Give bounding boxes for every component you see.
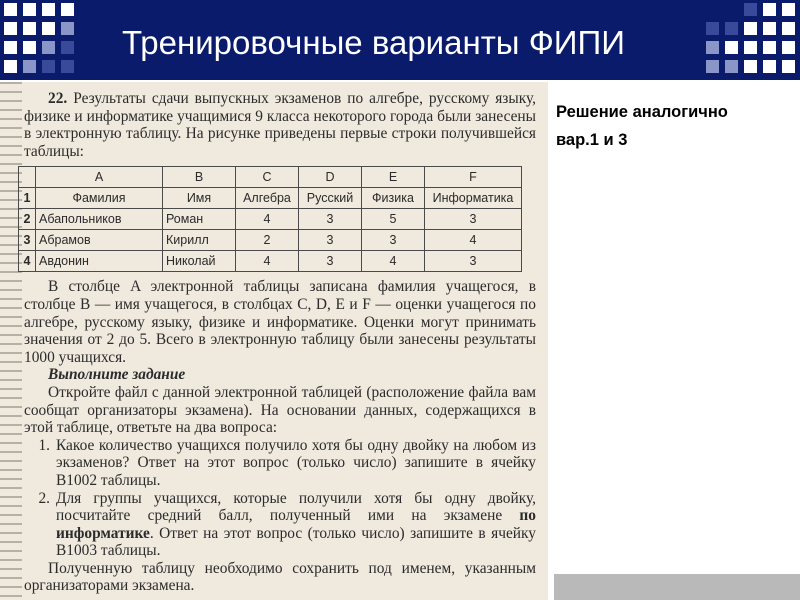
table-cell: 4 xyxy=(236,209,299,230)
table-cell: 4 xyxy=(362,251,425,272)
table-cell: Алгебра xyxy=(236,188,299,209)
solution-note-line: вар.1 и 3 xyxy=(556,131,628,149)
table-cell: 3 xyxy=(362,230,425,251)
task-number: 22. xyxy=(48,90,68,107)
task-intro-text: Результаты сдачи выпускных экзаменов по алгебре, русскому языку, физике и информатике учащимися 9 класса некоторого города были занесены в электронную таблицу. На рисунке приведены первые строки получившейся таблицы: xyxy=(24,90,536,160)
decorative-square xyxy=(61,22,74,35)
table-cell: Фамилия xyxy=(36,188,163,209)
decorative-square xyxy=(782,41,795,54)
corner-cell xyxy=(19,167,36,188)
row-number: 4 xyxy=(19,251,36,272)
slide-header xyxy=(0,0,800,80)
table-cell: 3 xyxy=(299,251,362,272)
question-emphasis: по информатике xyxy=(56,507,536,542)
decorative-square xyxy=(744,3,757,16)
column-letter-row xyxy=(19,167,522,188)
table-cell: 3 xyxy=(299,230,362,251)
decorative-square xyxy=(744,22,757,35)
decorative-square xyxy=(42,60,55,73)
table-cell: 4 xyxy=(236,251,299,272)
decorative-square xyxy=(782,60,795,73)
slide-title: Тренировочные варианты ФИПИ xyxy=(122,24,625,61)
decorative-square xyxy=(763,22,776,35)
decorative-square xyxy=(42,41,55,54)
table-cell: Имя xyxy=(163,188,236,209)
row-number: 1 xyxy=(19,188,36,209)
decorative-square xyxy=(725,22,738,35)
question-text: Какое количество учащихся получило хотя бы одну двойку на любом из экзаменов? Ответ на этот вопрос (только число) запишите в ячейку B1002 таблицы. xyxy=(56,436,536,489)
task-text xyxy=(24,90,536,595)
task-intro xyxy=(24,90,536,160)
table-cell: Абрамов xyxy=(36,230,163,251)
decorative-square xyxy=(42,3,55,16)
decorative-square xyxy=(744,41,757,54)
column-header-a: A xyxy=(36,167,163,188)
column-header-b: B xyxy=(163,167,236,188)
decorative-square xyxy=(61,3,74,16)
question-number: 1. xyxy=(38,436,50,454)
decorative-square xyxy=(725,41,738,54)
table-cell: 3 xyxy=(299,209,362,230)
decorative-square xyxy=(4,22,17,35)
column-header-e: E xyxy=(362,167,425,188)
decorative-square xyxy=(744,60,757,73)
table-row xyxy=(19,251,522,272)
table-cell: Абапольников xyxy=(36,209,163,230)
decorative-square xyxy=(725,60,738,73)
task-heading: Выполните задание xyxy=(48,366,186,384)
question-text xyxy=(56,490,536,560)
decorative-square xyxy=(23,60,36,73)
paragraph-instructions: Откройте файл с данной электронной таблицей (расположение файла вам сообщат организаторы экзамена). На основании данных, содержащихся в этой таблице, ответьте на два вопроса: xyxy=(24,383,536,437)
table-cell: 5 xyxy=(362,209,425,230)
solution-note xyxy=(556,98,796,154)
table-cell: Роман xyxy=(163,209,236,230)
page-binding-edge xyxy=(0,82,22,600)
decorative-square xyxy=(763,41,776,54)
table-cell: 4 xyxy=(425,230,522,251)
decorative-square xyxy=(763,60,776,73)
table-cell: Русский xyxy=(299,188,362,209)
table-row xyxy=(19,188,522,209)
decorative-square xyxy=(23,3,36,16)
row-number: 3 xyxy=(19,230,36,251)
table-cell: 2 xyxy=(236,230,299,251)
table-cell: Николай xyxy=(163,251,236,272)
column-header-c: C xyxy=(236,167,299,188)
table-cell: Кирилл xyxy=(163,230,236,251)
decorative-square xyxy=(4,60,17,73)
paragraph-columns: В столбце A электронной таблицы записана фамилия учащегося, в столбце B — имя учащегося, в столбцах C, D, E и F — оценки учащегося по алгебре, русскому языку, физике и информатике. Оценки могут принимать значения от 2 до 5. Всего в электронную таблицу были занесены результаты 1000 учащихся. xyxy=(24,278,536,366)
question-list xyxy=(24,437,536,560)
table-cell: Физика xyxy=(362,188,425,209)
decorative-square xyxy=(61,60,74,73)
scanned-page xyxy=(0,82,548,600)
question-text-part: Для группы учащихся, которые получили хотя бы одну двойку, посчитайте средний балл, полученный ими на экзамене xyxy=(56,489,536,525)
question-text-part: . Ответ на этот вопрос (только число) запишите в ячейку B1003 таблицы. xyxy=(56,524,536,560)
decorative-square xyxy=(23,22,36,35)
column-header-d: D xyxy=(299,167,362,188)
decorative-square xyxy=(763,3,776,16)
paragraph-save: Полученную таблицу необходимо сохранить под именем, указанным организаторами экзамена. xyxy=(24,559,536,595)
table-cell: Авдонин xyxy=(36,251,163,272)
spreadsheet-table xyxy=(18,166,522,272)
question-item xyxy=(24,490,536,560)
decorative-square xyxy=(4,41,17,54)
table-row xyxy=(19,230,522,251)
row-number: 2 xyxy=(19,209,36,230)
decorative-square xyxy=(782,3,795,16)
decorative-square xyxy=(23,41,36,54)
column-header-f: F xyxy=(425,167,522,188)
decorative-square xyxy=(42,22,55,35)
solution-note-line: Решение аналогично xyxy=(556,103,728,121)
decorative-square xyxy=(4,3,17,16)
table-cell: 3 xyxy=(425,209,522,230)
decorative-footer-block xyxy=(554,574,800,600)
table-cell: 3 xyxy=(425,251,522,272)
decorative-square xyxy=(782,22,795,35)
decorative-square xyxy=(61,41,74,54)
decorative-square xyxy=(706,22,719,35)
question-item xyxy=(24,437,536,490)
table-row xyxy=(19,209,522,230)
decorative-square xyxy=(706,60,719,73)
decorative-square xyxy=(706,41,719,54)
table-cell: Информатика xyxy=(425,188,522,209)
question-number: 2. xyxy=(38,489,50,507)
